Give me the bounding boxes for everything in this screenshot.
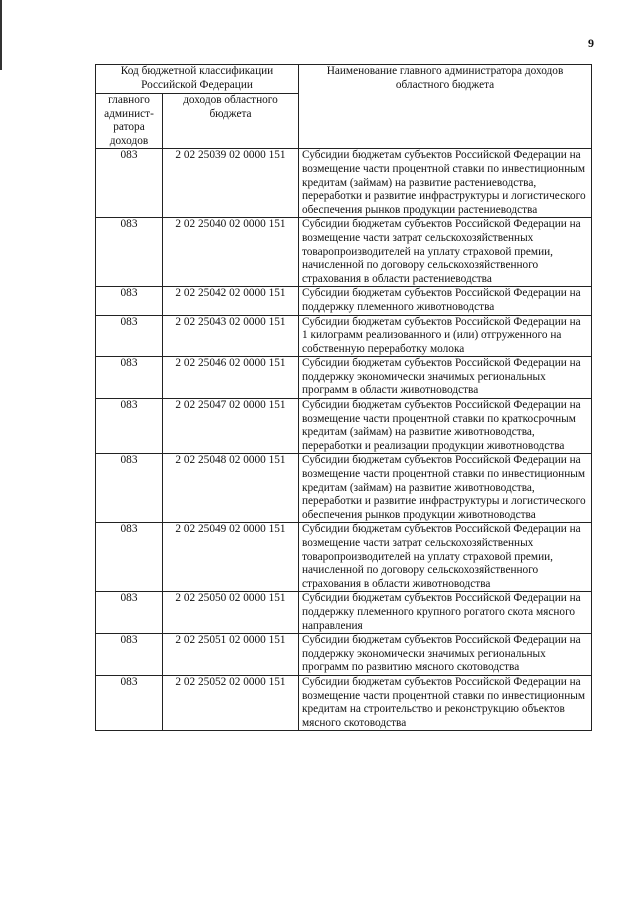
table-row bbox=[96, 399, 592, 454]
admin-code-cell: 083 bbox=[96, 523, 163, 592]
header-administrator-name-text: Наименование главного администратора доходов областного бюджета bbox=[326, 65, 564, 91]
table-row bbox=[96, 675, 592, 730]
income-code-cell: 2 02 25043 02 0000 151 bbox=[163, 315, 299, 357]
table-row bbox=[96, 523, 592, 592]
income-name-cell: Субсидии бюджетам субъектов Российской Федерации на возмещение части затрат сельскохозяйственных товаропроизводителей на уплату страховой премии, начисленной по договору сельскохозяйственного страхования в области животноводства bbox=[299, 523, 592, 592]
income-name-cell: Субсидии бюджетам субъектов Российской Федерации на возмещение части процентной ставки по краткосрочным кредитам (займам) на развитие животноводства, переработки и реализации продукции животноводства bbox=[299, 399, 592, 454]
table-row bbox=[96, 357, 592, 399]
income-name-cell: Субсидии бюджетам субъектов Российской Федерации на возмещение части процентной ставки по инвестиционным кредитам (займам) на развитие растениеводства, переработки и развитие инфраструктуры и логистического обеспечения рынков продукции растениеводства bbox=[299, 149, 592, 218]
income-code-cell: 2 02 25040 02 0000 151 bbox=[163, 218, 299, 287]
income-code-cell: 2 02 25052 02 0000 151 bbox=[163, 675, 299, 730]
header-main-administrator: главного админист-ратора доходов bbox=[96, 94, 163, 149]
income-name-cell: Субсидии бюджетам субъектов Российской Федерации на поддержку племенного крупного рогатого скота мясного направления bbox=[299, 592, 592, 634]
income-name-cell: Субсидии бюджетам субъектов Российской Федерации на поддержку экономически значимых региональных программ по развитию мясного скотоводства bbox=[299, 634, 592, 676]
scan-edge-line bbox=[0, 0, 2, 70]
admin-code-cell: 083 bbox=[96, 675, 163, 730]
table-row bbox=[96, 287, 592, 315]
income-code-cell: 2 02 25039 02 0000 151 bbox=[163, 149, 299, 218]
income-name-cell: Субсидии бюджетам субъектов Российской Федерации на возмещение части затрат сельскохозяйственных товаропроизводителей на уплату страховой премии, начисленной по договору сельскохозяйственного страхования в области растениеводства bbox=[299, 218, 592, 287]
income-name-cell: Субсидии бюджетам субъектов Российской Федерации на возмещение части процентной ставки по инвестиционным кредитам (займам) на развитие животноводства, переработки и развитие инфраструктуры и логистического обеспечения рынков продукции животноводства bbox=[299, 454, 592, 523]
table-row bbox=[96, 592, 592, 634]
table-row bbox=[96, 454, 592, 523]
table-row bbox=[96, 149, 592, 218]
header-regional-income: доходов областного бюджета bbox=[163, 94, 299, 149]
admin-code-cell: 083 bbox=[96, 218, 163, 287]
header-administrator-name bbox=[299, 65, 592, 149]
table-row bbox=[96, 218, 592, 287]
admin-code-cell: 083 bbox=[96, 357, 163, 399]
income-code-cell: 2 02 25042 02 0000 151 bbox=[163, 287, 299, 315]
income-name-cell: Субсидии бюджетам субъектов Российской Федерации на поддержку племенного животноводства bbox=[299, 287, 592, 315]
admin-code-cell: 083 bbox=[96, 315, 163, 357]
income-name-cell: Субсидии бюджетам субъектов Российской Федерации на возмещение части процентной ставки по инвестиционным кредитам на строительство и реконструкцию объектов мясного скотоводства bbox=[299, 675, 592, 730]
income-code-cell: 2 02 25051 02 0000 151 bbox=[163, 634, 299, 676]
admin-code-cell: 083 bbox=[96, 454, 163, 523]
table-body bbox=[96, 149, 592, 731]
income-code-cell: 2 02 25050 02 0000 151 bbox=[163, 592, 299, 634]
income-code-cell: 2 02 25049 02 0000 151 bbox=[163, 523, 299, 592]
income-code-cell: 2 02 25046 02 0000 151 bbox=[163, 357, 299, 399]
admin-code-cell: 083 bbox=[96, 399, 163, 454]
table-row bbox=[96, 634, 592, 676]
admin-code-cell: 083 bbox=[96, 149, 163, 218]
income-name-cell: Субсидии бюджетам субъектов Российской Федерации на поддержку экономически значимых региональных программ в области животноводства bbox=[299, 357, 592, 399]
admin-code-cell: 083 bbox=[96, 634, 163, 676]
page-number: 9 bbox=[588, 36, 594, 50]
admin-code-cell: 083 bbox=[96, 287, 163, 315]
table-row bbox=[96, 315, 592, 357]
income-name-cell: Субсидии бюджетам субъектов Российской Федерации на 1 килограмм реализованного и (или) отгруженного на собственную переработку молока bbox=[299, 315, 592, 357]
admin-code-cell: 083 bbox=[96, 592, 163, 634]
header-budget-code-group: Код бюджетной классификации Российской Федерации bbox=[96, 65, 299, 94]
income-code-cell: 2 02 25047 02 0000 151 bbox=[163, 399, 299, 454]
income-code-cell: 2 02 25048 02 0000 151 bbox=[163, 454, 299, 523]
budget-classification-table bbox=[95, 64, 592, 731]
